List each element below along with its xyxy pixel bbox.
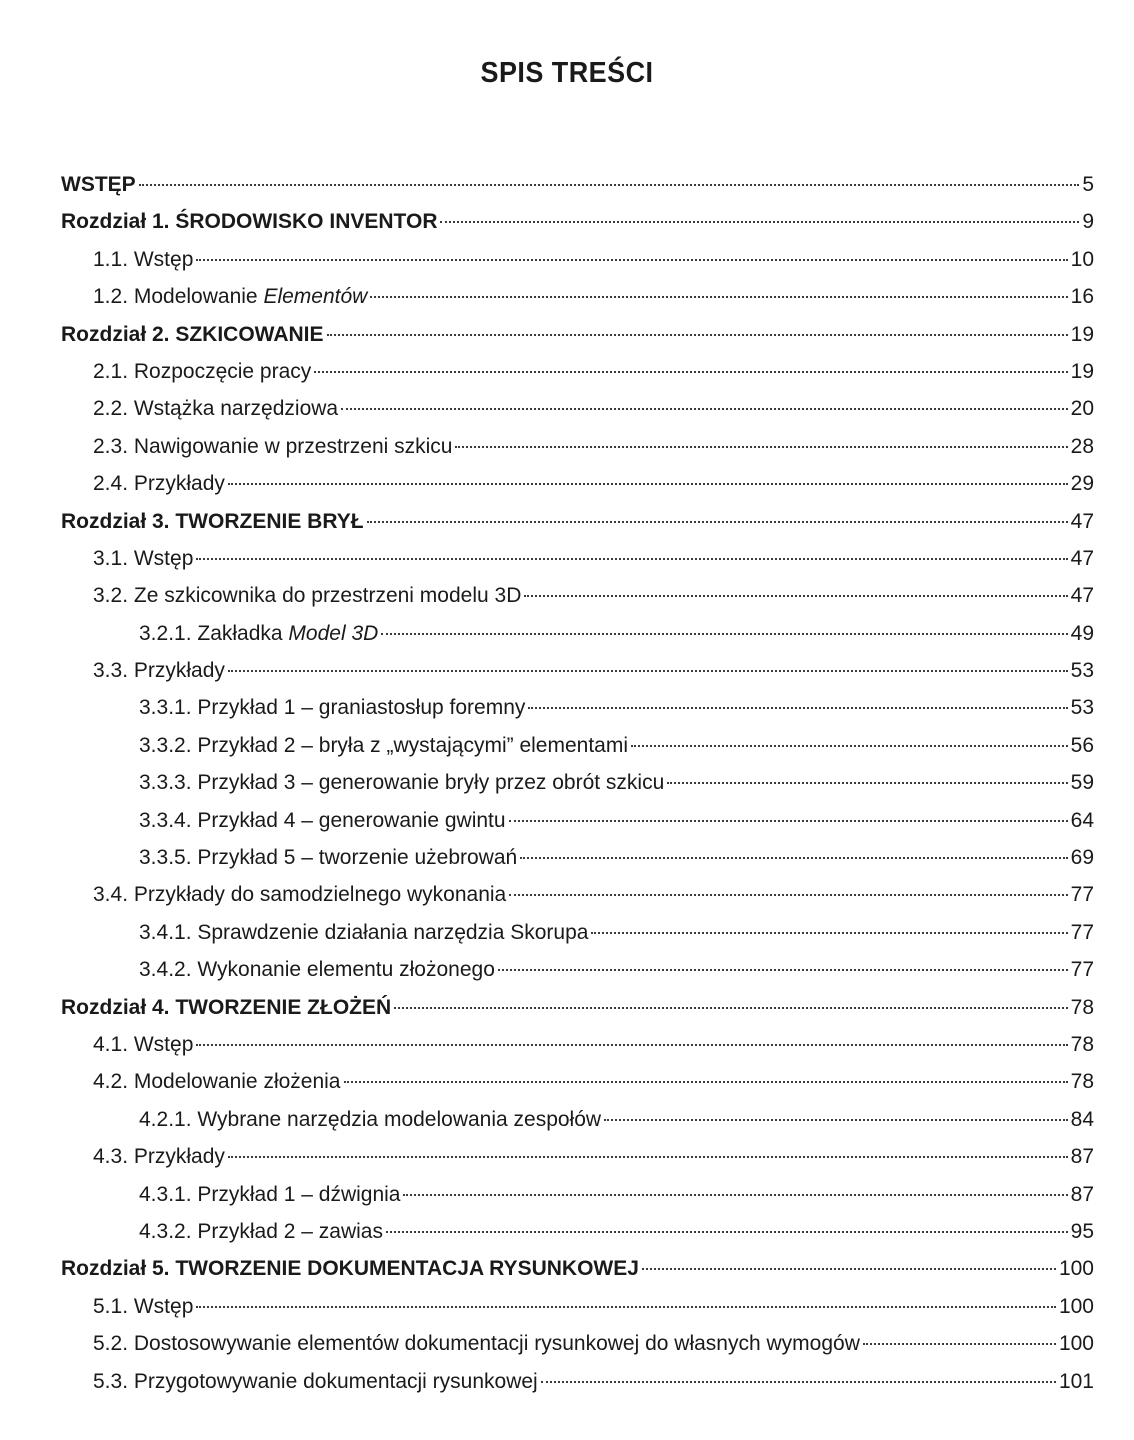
toc-entry: [0, 316, 1134, 353]
toc-entry-text: 3.3.1. Przykład 1 – graniastosłup foremny: [139, 696, 526, 720]
toc-entry-text: 4.3.1. Przykład 1 – dźwignia: [139, 1182, 401, 1206]
toc-entry-text: 5.2. Dostosowywanie elementów dokumentacji rysunkowej do własnych wymogów: [93, 1332, 860, 1356]
toc-entry: [0, 465, 1134, 502]
toc-entry: [0, 203, 1134, 240]
toc-entry-label: [93, 540, 193, 577]
page-title: SPIS TREŚCI: [480, 57, 654, 90]
toc-page-number: 78: [1070, 1070, 1094, 1094]
toc-entry-text: 4.1. Wstęp: [93, 1032, 194, 1056]
dot-leader: [394, 1007, 1067, 1009]
toc-entry-label: [93, 1026, 193, 1063]
toc-entry-text: 1.2. Modelowanie: [93, 285, 264, 309]
toc-page-number: 87: [1070, 1182, 1094, 1206]
toc-entry: [0, 1288, 1134, 1325]
toc-entry: [0, 689, 1134, 726]
toc-page-number: 19: [1070, 359, 1094, 383]
toc-entry-label: [139, 951, 495, 988]
dot-leader: [591, 932, 1067, 934]
toc-page-number: 78: [1070, 995, 1094, 1019]
toc-entry: [0, 1026, 1134, 1063]
dot-leader: [314, 371, 1067, 373]
table-of-contents: [0, 166, 1134, 1400]
toc-entry-label: [93, 1288, 193, 1325]
toc-entry-label: [93, 1138, 225, 1175]
toc-page-number: 19: [1070, 322, 1094, 346]
toc-entry-text: Rozdział 5. TWORZENIE DOKUMENTACJA RYSUNKOWEJ: [61, 1257, 639, 1281]
toc-entry-text: 5.1. Wstęp: [93, 1294, 194, 1318]
dot-leader: [541, 1381, 1056, 1383]
toc-entry: [0, 839, 1134, 876]
toc-entry: [0, 1363, 1134, 1400]
toc-entry-label: [93, 1063, 341, 1100]
toc-entry-text: 2.3. Nawigowanie w przestrzeni szkicu: [93, 434, 453, 458]
toc-page-number: 87: [1070, 1145, 1094, 1169]
dot-leader: [370, 296, 1067, 298]
toc-page-number: 59: [1070, 771, 1094, 795]
toc-entry: [0, 540, 1134, 577]
toc-page-number: 69: [1070, 846, 1094, 870]
toc-entry-label: [139, 914, 588, 951]
toc-entry-text: 3.3.4. Przykład 4 – generowanie gwintu: [139, 808, 506, 832]
toc-entry-text: 1.1. Wstęp: [93, 247, 194, 271]
dot-leader: [228, 1156, 1068, 1158]
toc-entry-label: [61, 203, 437, 240]
toc-entry: [0, 914, 1134, 951]
toc-entry-label: [139, 839, 517, 876]
dot-leader: [498, 969, 1068, 971]
toc-page-number: 16: [1070, 285, 1094, 309]
dot-leader: [455, 446, 1067, 448]
dot-leader: [386, 1231, 1068, 1233]
toc-entry: [0, 428, 1134, 465]
toc-entry-text: 4.2. Modelowanie złożenia: [93, 1070, 341, 1094]
toc-entry-text: 3.4.2. Wykonanie elementu złożonego: [139, 958, 495, 982]
toc-entry: [0, 1138, 1134, 1175]
toc-entry-text: 3.4.1. Sprawdzenie działania narzędzia Skorupa: [139, 920, 589, 944]
dot-leader: [196, 558, 1067, 560]
toc-entry: [0, 876, 1134, 913]
dot-leader: [520, 857, 1067, 859]
toc-entry: [0, 503, 1134, 540]
toc-entry-label: [61, 989, 391, 1026]
toc-entry-label: [61, 316, 324, 353]
toc-entry-text: 5.3. Przygotowywanie dokumentacji rysunkowej: [93, 1369, 538, 1393]
toc-entry-text: Rozdział 4. TWORZENIE ZŁOŻEŃ: [61, 995, 392, 1019]
toc-entry: [0, 764, 1134, 801]
toc-entry-italic-text: Model 3D: [288, 621, 379, 645]
toc-page-number: 49: [1070, 621, 1094, 645]
toc-entry-label: [139, 764, 664, 801]
toc-entry-label: [61, 1250, 639, 1287]
toc-entry-text: WSTĘP: [61, 173, 136, 196]
toc-entry-label: [61, 503, 364, 540]
toc-entry: [0, 1176, 1134, 1213]
dot-leader: [228, 670, 1068, 672]
toc-entry: [0, 1325, 1134, 1362]
dot-leader: [863, 1343, 1056, 1345]
toc-entry: [0, 1213, 1134, 1250]
dot-leader: [341, 408, 1068, 410]
toc-entry: [0, 989, 1134, 1026]
dot-leader: [642, 1268, 1056, 1270]
toc-entry: [0, 166, 1134, 203]
dot-leader: [604, 1119, 1068, 1121]
toc-page-number: 28: [1070, 434, 1094, 458]
toc-entry: [0, 577, 1134, 614]
toc-page-number: 9: [1082, 210, 1094, 234]
dot-leader: [403, 1194, 1067, 1196]
toc-entry-text: 3.4. Przykłady do samodzielnego wykonania: [93, 883, 507, 907]
toc-entry-label: [93, 428, 452, 465]
toc-entry-text: 2.1. Rozpoczęcie pracy: [93, 359, 312, 383]
toc-entry-text: Rozdział 3. TWORZENIE BRYŁ: [61, 509, 364, 533]
toc-entry: [0, 278, 1134, 315]
toc-entry-label: [93, 390, 338, 427]
dot-leader: [344, 1081, 1068, 1083]
toc-entry: [0, 652, 1134, 689]
dot-leader: [667, 782, 1067, 784]
toc-entry: [0, 1101, 1134, 1138]
toc-entry-italic-text: Elementów: [263, 285, 368, 309]
toc-page-number: 77: [1070, 920, 1094, 944]
toc-page-number: 53: [1070, 696, 1094, 720]
toc-entry: [0, 353, 1134, 390]
toc-entry-text: 2.2. Wstążka narzędziowa: [93, 397, 339, 421]
toc-entry: [0, 727, 1134, 764]
toc-entry-label: [139, 1176, 400, 1213]
toc-entry: [0, 241, 1134, 278]
toc-page-number: 77: [1070, 883, 1094, 907]
toc-entry-label: [139, 689, 525, 726]
toc-entry-label: [93, 353, 311, 390]
dot-leader: [509, 894, 1067, 896]
dot-leader: [196, 259, 1067, 261]
toc-entry-text: 3.1. Wstęp: [93, 546, 194, 570]
toc-entry-label: [139, 802, 506, 839]
toc-entry-text: 2.4. Przykłady: [93, 472, 225, 496]
toc-entry-label: [93, 1363, 538, 1400]
dot-leader: [367, 521, 1068, 523]
toc-page-number: 47: [1070, 584, 1094, 608]
toc-page-number: 64: [1070, 808, 1094, 832]
toc-entry-label: [93, 652, 225, 689]
toc-entry: [0, 1250, 1134, 1287]
toc-entry: [0, 1063, 1134, 1100]
toc-page-number: 77: [1070, 958, 1094, 982]
dot-leader: [139, 184, 1080, 186]
toc-entry: [0, 390, 1134, 427]
dot-leader: [631, 745, 1068, 747]
toc-entry-label: [61, 166, 136, 203]
dot-leader: [327, 334, 1068, 336]
toc-entry-text: Rozdział 1. ŚRODOWISKO INVENTOR: [61, 210, 438, 234]
toc-page-number: 10: [1070, 247, 1094, 271]
toc-page-number: 29: [1070, 472, 1094, 496]
toc-entry-label: [93, 1325, 860, 1362]
toc-entry-label: [139, 1213, 383, 1250]
toc-page-number: 100: [1058, 1332, 1094, 1356]
toc-page-number: 78: [1070, 1032, 1094, 1056]
toc-entry-text: Rozdział 2. SZKICOWANIE: [61, 322, 324, 346]
toc-entry: [0, 802, 1134, 839]
toc-entry-label: [139, 615, 378, 652]
toc-entry: [0, 951, 1134, 988]
toc-entry: [0, 615, 1134, 652]
toc-entry-text: 3.3.5. Przykład 5 – tworzenie użebrowań: [139, 846, 518, 870]
dot-leader: [524, 595, 1067, 597]
toc-page-number: 56: [1070, 733, 1094, 757]
toc-page-number: 47: [1070, 546, 1094, 570]
toc-entry-text: 3.3.3. Przykład 3 – generowanie bryły przez obrót szkicu: [139, 771, 665, 795]
toc-entry-label: [139, 1101, 601, 1138]
toc-page-number: 53: [1070, 659, 1094, 683]
dot-leader: [509, 820, 1068, 822]
toc-page-number: 100: [1058, 1294, 1094, 1318]
toc-entry-label: [93, 876, 506, 913]
toc-page-number: 100: [1058, 1257, 1094, 1281]
toc-entry-text: 4.3.2. Przykład 2 – zawias: [139, 1219, 383, 1243]
dot-leader: [228, 483, 1068, 485]
toc-entry-label: [93, 278, 367, 315]
toc-page-number: 95: [1070, 1219, 1094, 1243]
toc-entry-text: 3.2.1. Zakładka: [139, 621, 289, 645]
toc-entry-text: 3.3. Przykłady: [93, 659, 225, 683]
toc-entry-label: [93, 577, 521, 614]
toc-entry-label: [139, 727, 628, 764]
toc-entry-text: 3.2. Ze szkicownika do przestrzeni modelu 3D: [93, 584, 522, 608]
toc-page-number: 84: [1070, 1107, 1094, 1131]
dot-leader: [381, 633, 1067, 635]
toc-entry-text: 4.3. Przykłady: [93, 1145, 225, 1169]
toc-entry-label: [93, 465, 225, 502]
dot-leader: [528, 707, 1067, 709]
toc-page-number: 20: [1070, 397, 1094, 421]
toc-entry-label: [93, 241, 193, 278]
toc-page-number: 101: [1058, 1369, 1094, 1393]
dot-leader: [196, 1306, 1056, 1308]
dot-leader: [440, 221, 1079, 223]
toc-page-number: 5: [1082, 173, 1094, 196]
toc-page-number: 47: [1070, 509, 1094, 533]
toc-entry-text: 4.2.1. Wybrane narzędzia modelowania zespołów: [139, 1107, 602, 1131]
toc-entry-text: 3.3.2. Przykład 2 – bryła z „wystającymi” elementami: [139, 733, 628, 757]
dot-leader: [196, 1044, 1067, 1046]
